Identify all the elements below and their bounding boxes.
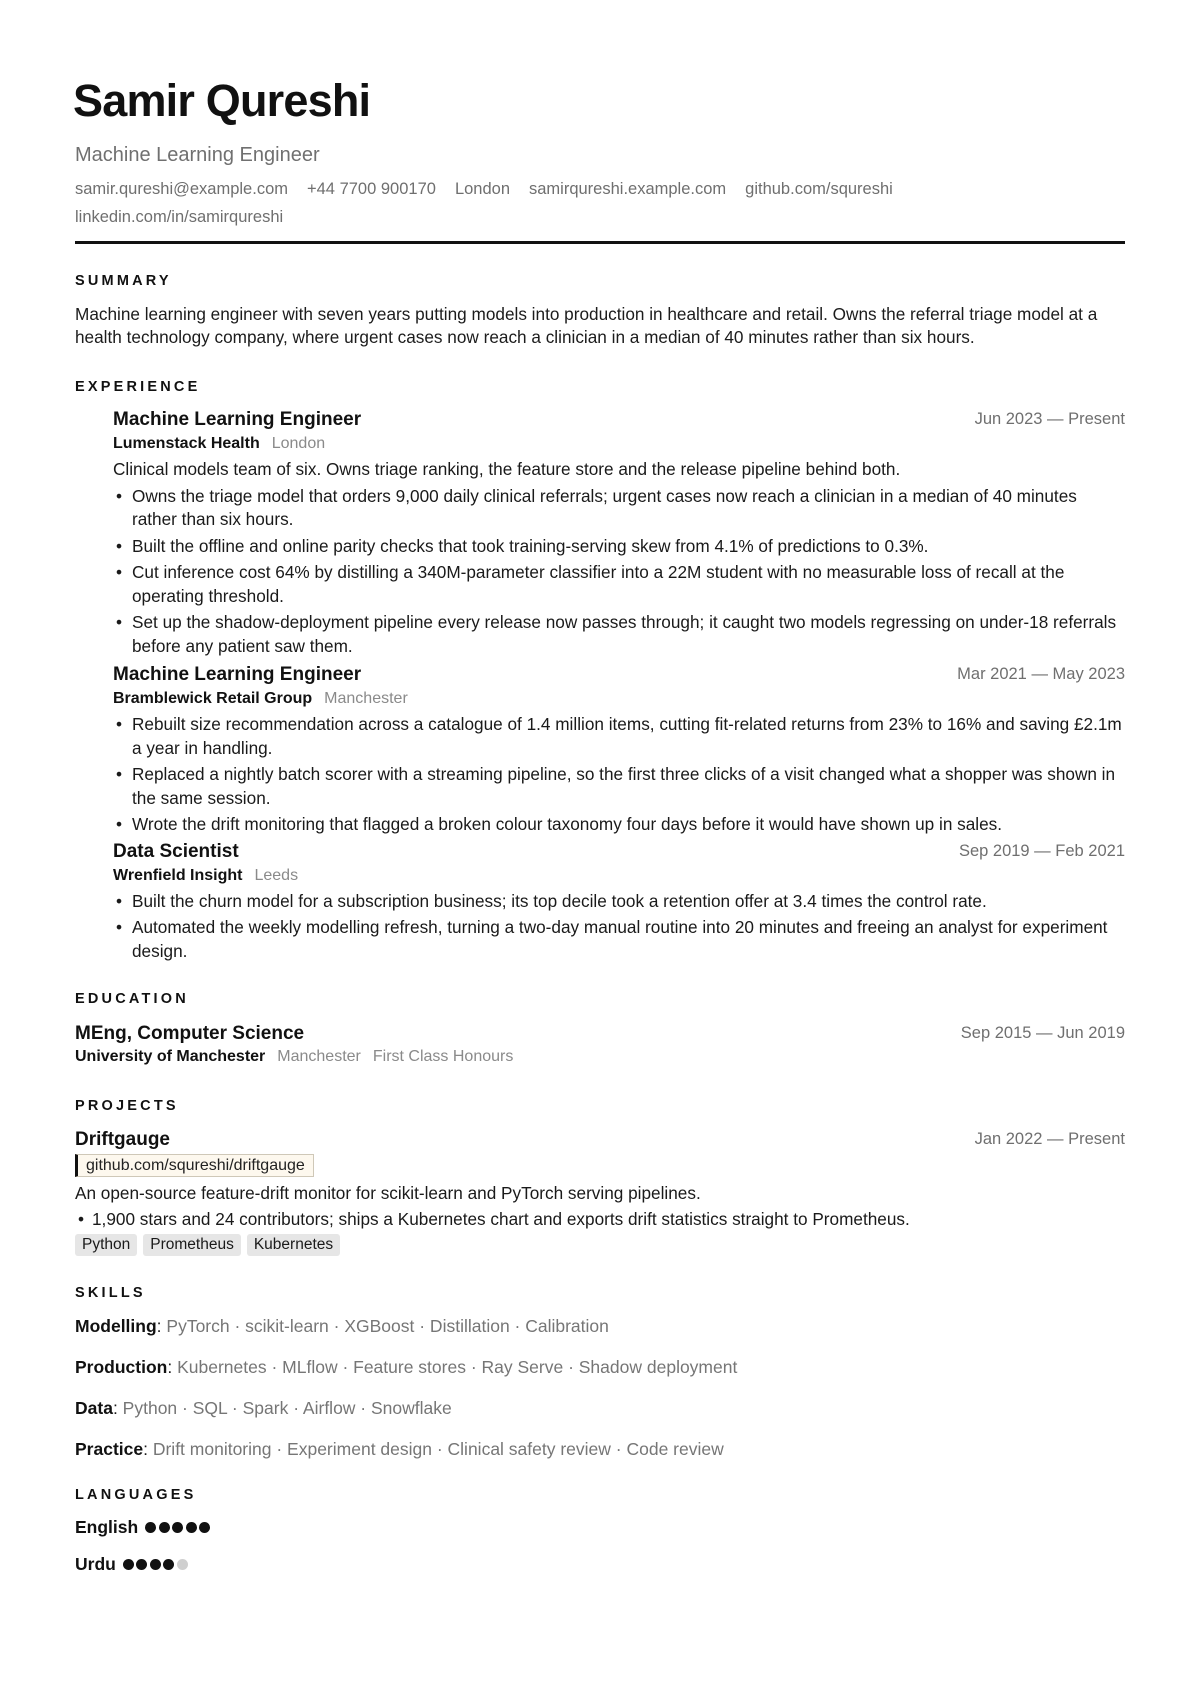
skills-list: [75, 1314, 1125, 1461]
degree-honours: First Class Honours: [372, 1047, 514, 1065]
experience-heading: EXPERIENCE: [75, 378, 201, 395]
job-bullet: • Set up the shadow-deployment pipeline every release now passes through; it caught two models regressing on under-18 referrals before any patient saw them.: [113, 611, 1125, 658]
job-entry: [113, 408, 1125, 658]
job-bullets: [113, 713, 1125, 837]
job-dates: Jun 2023 — Present: [974, 410, 1125, 428]
job-entry: [113, 663, 1125, 837]
education-dates: Sep 2015 — Jun 2019: [960, 1023, 1125, 1042]
skill-row: Modelling: PyTorch · scikit-learn · XGBoost · Distillation · Calibration: [75, 1315, 609, 1336]
header-divider: [75, 241, 1125, 244]
rating-dot-filled: [123, 1559, 134, 1570]
job-bullet: • Cut inference cost 64% by distilling a 340M-parameter classifier into a 22M student with no measurable loss of recall at the operating threshold.: [113, 561, 1125, 608]
job-company: Bramblewick Retail Group: [113, 690, 313, 707]
contact-list: [75, 180, 1015, 226]
contact-github[interactable]: github.com/squreshi: [745, 180, 893, 198]
job-title: Machine Learning Engineer: [113, 409, 362, 430]
project-tags: [75, 1234, 1125, 1256]
job-title: Machine Learning Engineer: [113, 664, 362, 685]
summary-text: Machine learning engineer with seven years putting models into production in healthcare and retail. Owns the referral triage model at a health technology company, where urgent cases now reach a clinician in a median of 40 minutes rather than six hours.: [75, 303, 1098, 347]
job-location: Manchester: [324, 690, 408, 707]
job-bullet: • Built the churn model for a subscription business; its top decile took a retention offer at 3.4 times the control rate.: [113, 890, 1125, 914]
tag-prometheus: Prometheus: [143, 1234, 241, 1256]
job-dates: Mar 2021 — May 2023: [957, 665, 1125, 683]
education-org: [75, 1046, 1125, 1068]
job-bullet: • Owns the triage model that orders 9,000 daily clinical referrals; urgent cases now reach a clinician in a median of 40 minutes rather than six hours.: [113, 485, 1125, 532]
job-entry: [113, 840, 1125, 964]
skill-values: Drift monitoring · Experiment design · Clinical safety review · Code review: [152, 1438, 724, 1459]
job-dates: Sep 2019 — Feb 2021: [958, 841, 1125, 860]
language-rating: [145, 1515, 213, 1539]
rating-dot-filled: [199, 1522, 210, 1533]
project-bullet: • 1,900 stars and 24 contributors; ships a Kubernetes chart and exports drift statistics straight to Prometheus.: [75, 1208, 1125, 1232]
skill-label: Modelling: [75, 1315, 157, 1336]
skill-values: PyTorch · scikit-learn · XGBoost · Distillation · Calibration: [166, 1315, 609, 1336]
rating-dot-filled: [172, 1522, 183, 1533]
project-bullets: [75, 1208, 1125, 1232]
job-bullet: • Rebuilt size recommendation across a catalogue of 1.4 million items, cutting fit-related returns from 23% to 16% and saving £2.1m a year in handling.: [113, 713, 1125, 760]
rating-dot-empty: [177, 1559, 188, 1570]
school-location: Manchester: [277, 1047, 361, 1065]
job-bullet: • Built the offline and online parity checks that took training-serving skew from 4.1% of predictions to 0.3%.: [113, 535, 1125, 559]
languages-heading: LANGUAGES: [75, 1486, 197, 1503]
skill-values: Kubernetes · MLflow · Feature stores · Ray Serve · Shadow deployment: [177, 1356, 738, 1377]
skill-row: Production: Kubernetes · MLflow · Feature stores · Ray Serve · Shadow deployment: [75, 1356, 738, 1377]
language-rating: [123, 1552, 191, 1576]
job-bullet: • Automated the weekly modelling refresh, turning a two-day manual routine into 20 minutes and freeing an analyst for experiment design.: [113, 916, 1125, 963]
projects-heading: PROJECTS: [75, 1097, 179, 1114]
rating-dot-filled: [163, 1559, 174, 1570]
contact-website[interactable]: samirqureshi.example.com: [529, 180, 727, 198]
job-bullets: [113, 485, 1125, 659]
education-entry: [75, 1022, 1125, 1068]
rating-dot-filled: [186, 1522, 197, 1533]
job-company: Wrenfield Insight: [113, 866, 243, 884]
project-entry: [75, 1128, 1125, 1256]
job-description: Clinical models team of six. Owns triage ranking, the feature store and the release pipeline behind both.: [113, 459, 901, 479]
project-name: Driftgauge: [75, 1129, 170, 1150]
tag-kubernetes: Kubernetes: [247, 1234, 340, 1256]
project-link[interactable]: github.com/squreshi/driftgauge: [75, 1154, 314, 1177]
rating-dot-filled: [150, 1559, 161, 1570]
skills-heading: SKILLS: [75, 1285, 146, 1301]
tag-python: Python: [75, 1234, 137, 1256]
education-heading: EDUCATION: [75, 991, 189, 1007]
job-company: Lumenstack Health: [113, 435, 260, 452]
contact-location: London: [454, 180, 510, 198]
job-org: [113, 865, 1125, 887]
job-org: [113, 688, 1125, 710]
job-location: Leeds: [254, 866, 299, 884]
skill-values: Python · SQL · Spark · Airflow · Snowflake: [122, 1397, 452, 1418]
degree-title: MEng, Computer Science: [75, 1022, 305, 1044]
candidate-name: Samir Qureshi: [73, 75, 371, 126]
summary-heading: SUMMARY: [75, 273, 172, 289]
job-location: London: [271, 435, 326, 452]
skill-row: Data: Python · SQL · Spark · Airflow · Snowflake: [75, 1397, 452, 1418]
language-name: Urdu: [75, 1554, 116, 1574]
skill-label: Practice: [75, 1438, 144, 1459]
project-dates: Jan 2022 — Present: [974, 1130, 1125, 1148]
candidate-headline: Machine Learning Engineer: [75, 144, 320, 166]
project-description: An open-source feature-drift monitor for scikit-learn and PyTorch serving pipelines.: [75, 1183, 701, 1203]
job-title: Data Scientist: [113, 840, 239, 862]
rating-dot-filled: [159, 1522, 170, 1533]
school-name: University of Manchester: [75, 1047, 266, 1065]
skill-label: Production: [75, 1356, 168, 1377]
job-bullets: [113, 890, 1125, 964]
skill-row: Practice: Drift monitoring · Experiment design · Clinical safety review · Code review: [75, 1438, 724, 1459]
language-name: English: [75, 1517, 139, 1537]
rating-dot-filled: [145, 1522, 156, 1533]
language-row: [75, 1552, 1125, 1576]
job-bullet: • Replaced a nightly batch scorer with a streaming pipeline, so the first three clicks of a visit changed what a shopper was shown in the same session.: [113, 763, 1125, 810]
contact-phone[interactable]: +44 7700 900170: [307, 180, 436, 198]
rating-dot-filled: [136, 1559, 147, 1570]
job-org: [113, 433, 1125, 455]
contact-email[interactable]: samir.qureshi@example.com: [75, 180, 288, 198]
skill-label: Data: [75, 1397, 113, 1418]
experience-list: [75, 408, 1125, 963]
job-bullet: • Wrote the drift monitoring that flagged a broken colour taxonomy four days before it would have shown up in sales.: [113, 813, 1125, 837]
language-row: [75, 1515, 1125, 1539]
languages-list: [75, 1515, 1125, 1576]
contact-linkedin[interactable]: linkedin.com/in/samirqureshi: [75, 208, 284, 226]
